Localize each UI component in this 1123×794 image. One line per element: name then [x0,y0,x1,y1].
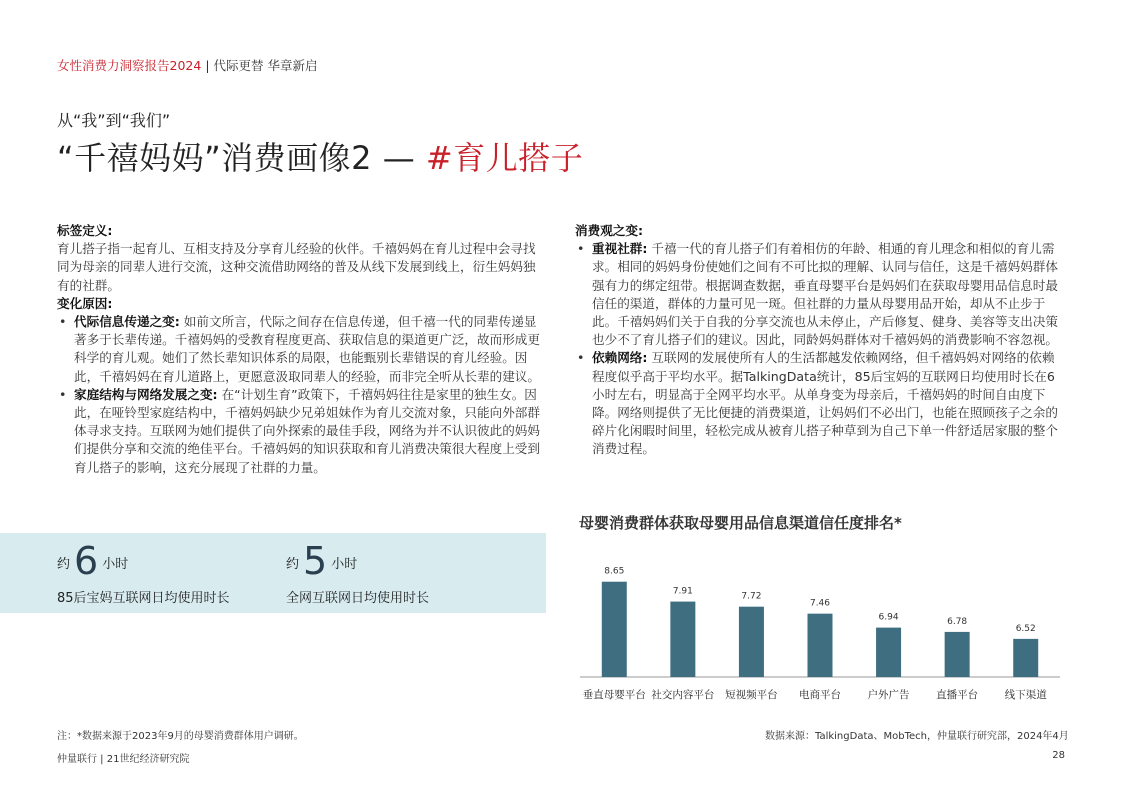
reason-text: 在“计划生育”政策下，千禧妈妈往往是家里的独生女。因此，在哑铃型家庭结构中，千禧妈妈缺少兄弟姐妹作为育儿交流对象，只能向外部群体寻求支持。互联网为她们提供了向外探索的最佳手段，网络为并不认识彼此的妈妈们提供分享和交流的绝佳平台。千禧妈妈的知识获取和育儿消费决策很大程度上受到育儿搭子的影响，这充分展现了社群的力量。 [74,386,540,475]
header-separator: | [205,58,210,73]
definition-text: 育儿搭子指一起育儿、互相支持及分享育儿经验的伙伴。千禧妈妈在育儿过程中会寻找同为母亲的同辈人进行交流，这种交流借助网络的普及从线下发展到线上，衍生妈妈独有的社群。 [57,241,536,293]
stat-value: 5 [303,539,328,583]
reason-text: 如前文所言，代际之间存在信息传递，但千禧一代的同辈传递显著多于长辈传递。千禧妈妈的受教育程度更高、获取信息的渠道更广泛，故而形成更科学的育儿观。她们了然长辈知识体系的局限，也能甄别长辈错误的育儿经验。因此，千禧妈妈在育儿道路上，更愿意汲取同辈人的经验，而非完全听从长辈的建议。 [74,314,540,384]
stat-unit: 小时 [331,557,358,572]
bar-value-label: 8.65 [604,566,625,577]
stat-desc: 85后宝妈互联网日均使用时长 [57,591,230,606]
category-label: 社交内容平台 [651,689,715,701]
bullet-dot-icon: • [577,241,585,257]
consumption-term: 重视社群: [592,241,648,257]
trust-ranking-bar-chart [570,545,1070,705]
reasons-list [57,313,547,477]
category-label: 户外广告 [867,689,910,701]
reason-term: 家庭结构与网络发展之变: [74,386,218,402]
stats-band [0,533,546,613]
bullet-dot-icon: • [577,350,585,366]
data-source-note: 数据来源：TalkingData、MobTech，仲量联行研究部，2024年4月 [765,731,1069,742]
left-column [57,222,547,477]
category-label: 线下渠道 [1004,689,1047,701]
consumption-term: 依赖网络: [592,350,648,366]
page-number: 28 [1052,750,1065,761]
stat-prefix: 约 [57,557,71,572]
bar-5 [945,632,970,677]
stat-mom-usage [57,539,230,606]
category-label: 短视频平台 [725,689,778,701]
consumption-item [575,349,1067,458]
bar-2 [739,607,764,677]
right-column [575,222,1067,459]
page-title-highlight: #育儿搭子 [425,139,584,177]
bullet-dot-icon: • [59,314,67,330]
bar-value-label: 7.72 [741,591,762,602]
bullet-dot-icon: • [59,386,67,402]
reason-item [57,386,547,477]
consumption-text: 千禧一代的育儿搭子们有着相仿的年龄、相通的育儿理念和相似的育儿需求。相同的妈妈身份使她们之间有不可比拟的理解、认同与信任，这是千禧妈妈群体强有力的绑定纽带。根据调查数据，垂直母婴平台是妈妈们在获取母婴用品信息时最信任的渠道，群体的力量可见一斑。但社群的力量从母婴用品开始，却从不止步于此。千禧妈妈们关于自我的分享交流也从未停止，产后修复、健身、美容等支出决策也少不了育儿搭子们的建议。因此，同龄妈妈群体对千禧妈妈的消费影响不容忽视。 [592,241,1058,348]
bar-3 [808,614,833,677]
category-label: 直播平台 [936,689,979,701]
bar-6 [1013,639,1038,677]
reason-term: 代际信息传递之变: [74,314,180,330]
footer-credits: 仲量联行 | 21世纪经济研究院 [57,754,190,765]
report-title: 女性消费力洞察报告2024 [57,58,202,73]
consumption-list [575,240,1067,458]
chart-title: 母婴消费群体获取母婴用品信息渠道信任度排名* [579,514,902,532]
bar-1 [670,602,695,677]
bar-value-label: 6.94 [878,612,899,623]
category-label: 电商平台 [799,689,841,701]
bar-value-label: 7.46 [809,598,831,609]
survey-note: 注：*数据来源于2023年9月的母婴消费群体用户调研。 [57,731,304,742]
category-label: 垂直母婴平台 [582,689,646,701]
bar-value-label: 6.52 [1015,623,1036,634]
reason-item [57,313,547,386]
bar-0 [602,582,627,677]
bar-value-label: 7.91 [672,586,693,597]
stat-all-usage [286,539,429,606]
bar-4 [876,628,901,677]
consumption-item [575,240,1067,349]
page-title-main: “千禧妈妈”消费画像2 — [57,139,426,177]
bar-value-label: 6.78 [947,616,968,627]
stat-unit: 小时 [102,557,129,572]
definition-heading: 标签定义: [57,223,113,238]
page-subtitle: 从“我”到“我们” [57,111,171,130]
stat-prefix: 约 [286,557,300,572]
stat-value: 6 [74,539,99,583]
consumption-heading: 消费观之变: [575,223,644,238]
consumption-text: 互联网的发展使所有人的生活都越发依赖网络，但千禧妈妈对网络的依赖程度似乎高于平均水平。据TalkingData统计，85后宝妈的互联网日均使用时长在6小时左右，明显高于全网平均水平。从单身变为母亲后，千禧妈妈的时间自由度下降。网络则提供了无比便捷的消费渠道，让妈妈们不必出门，也能在照顾孩子之余的碎片化闲暇时间里，轻松完成从被育儿搭子种草到为自己下单一件舒适居家服的整个消费过程。 [592,350,1058,457]
report-header [57,56,318,74]
reasons-heading: 变化原因: [57,295,113,311]
report-subtitle: 代际更替 华章新启 [213,58,318,73]
page-title [57,133,583,179]
stat-desc: 全网互联网日均使用时长 [286,591,430,606]
